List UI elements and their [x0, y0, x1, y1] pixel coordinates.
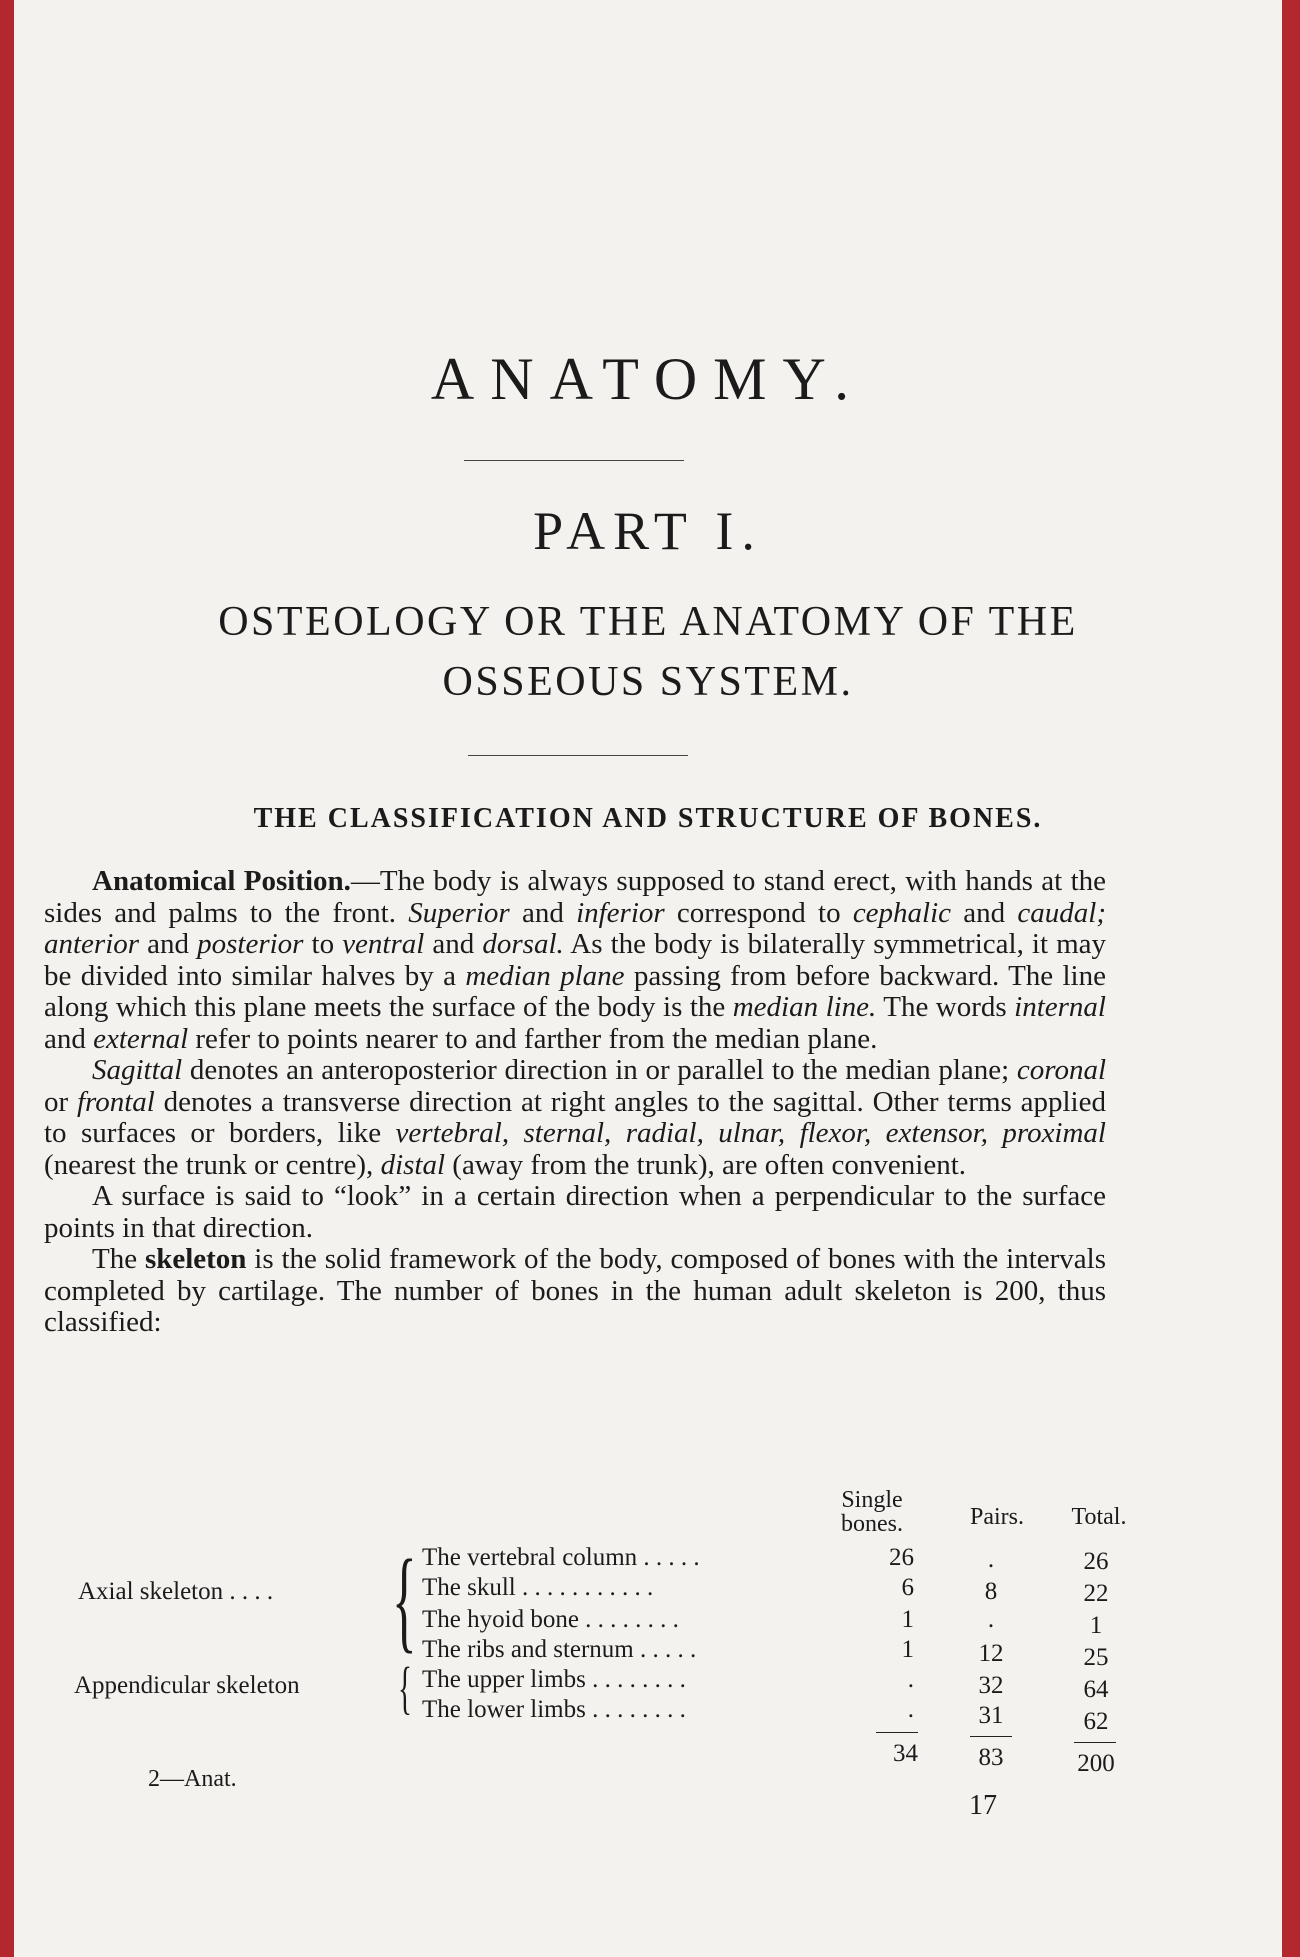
section-heading: THE CLASSIFICATION AND STRUCTURE OF BONES. — [253, 803, 1043, 834]
paragraph-skeleton: The skeleton is the solid framework of the body, composed of bones with the intervals completed by cartilage. The number of bones in the human adult skeleton is 200, thus classified: — [44, 1243, 1106, 1338]
cell-single-2: 1 — [901, 1606, 914, 1633]
header-single-bones: Single bones. — [841, 1487, 903, 1537]
row-label-vertebral-column: The vertebral column . . . . . — [422, 1544, 700, 1571]
cell-total-1: 22 — [1083, 1580, 1109, 1607]
book-page — [14, 0, 1282, 1957]
cell-pairs-3: 12 — [978, 1640, 1004, 1667]
part-subtitle — [54, 592, 1242, 712]
paragraph-anatomical-position: Anatomical Position.—The body is always supposed to stand erect, with hands at the sides and palms to the front. Superior and inferior correspond to cephalic and caudal; anterior and posterior to ventral and dorsal. As the body is bilaterally symmetrical, it may be divided into similar halves by a median plane passing from before backward. The line along which this plane meets the surface of the body is the median line. The words internal and external refer to points nearer to and farther from the median plane. — [44, 865, 1107, 1055]
total-pairs: 83 — [978, 1744, 1004, 1771]
row-label-lower-limbs: The lower limbs . . . . . . . . — [422, 1696, 686, 1723]
axial-brace: { — [392, 1536, 417, 1663]
subtitle-line-1: OSTEOLOGY OR THE ANATOMY OF THE — [218, 599, 1078, 645]
cell-pairs-0: . — [987, 1546, 995, 1573]
cell-total-2: 1 — [1089, 1612, 1103, 1639]
cell-single-5: . — [907, 1696, 914, 1723]
page-number: 17 — [969, 1790, 997, 1821]
sum-rule-single — [876, 1732, 918, 1733]
cell-pairs-5: 31 — [978, 1702, 1004, 1729]
paragraph-sagittal: Sagittal denotes an anteroposterior direction in or parallel to the median plane; coronal or frontal denotes a transverse direction at right angles to the sagittal. Other terms applied to surfaces or borders, like vertebral, sternal, radial, ulnar, flexor, extensor, proximal (nearest the trunk or centre), distal (away from the trunk), are often convenient. — [44, 1054, 1106, 1181]
subtitle-line-2: OSSEOUS SYSTEM. — [442, 659, 854, 705]
cell-single-4: . — [907, 1666, 914, 1693]
title-divider — [464, 460, 684, 461]
cell-total-4: 64 — [1083, 1676, 1109, 1703]
cell-pairs-2: . — [987, 1606, 995, 1633]
appendicular-brace: { — [398, 1655, 412, 1720]
total-total: 200 — [1077, 1750, 1115, 1777]
part-heading: PART I. — [533, 501, 763, 561]
paragraph-surface-look: A surface is said to “look” in a certain direction when a perpendicular to the surface points in that direction. — [44, 1180, 1106, 1244]
row-label-skull: The skull . . . . . . . . . . . — [422, 1574, 654, 1601]
axial-skeleton-label: Axial skeleton . . . . — [78, 1578, 274, 1605]
cell-total-5: 62 — [1083, 1708, 1109, 1735]
cell-pairs-1: 8 — [984, 1578, 998, 1605]
cell-total-0: 26 — [1083, 1548, 1109, 1575]
signature-mark: 2—Anat. — [148, 1766, 237, 1792]
cell-single-1: 6 — [901, 1574, 914, 1601]
appendicular-skeleton-label: Appendicular skeleton — [74, 1672, 300, 1699]
bone-classification-table — [54, 1488, 1134, 1798]
page-title: ANATOMY. — [430, 346, 866, 412]
cell-single-0: 26 — [889, 1544, 914, 1571]
total-single: 34 — [893, 1740, 918, 1767]
row-label-ribs-sternum: The ribs and sternum . . . . . — [422, 1636, 697, 1663]
row-label-hyoid-bone: The hyoid bone . . . . . . . . — [422, 1606, 679, 1633]
sum-rule-pairs — [970, 1736, 1012, 1737]
cell-pairs-4: 32 — [978, 1672, 1004, 1699]
row-label-upper-limbs: The upper limbs . . . . . . . . — [422, 1666, 686, 1693]
cell-single-3: 1 — [901, 1636, 914, 1663]
header-total: Total. — [1071, 1504, 1127, 1530]
body-text — [44, 866, 1106, 1339]
cell-total-3: 25 — [1083, 1644, 1109, 1671]
sum-rule-total — [1074, 1742, 1116, 1743]
header-pairs: Pairs. — [970, 1504, 1024, 1530]
subtitle-divider — [468, 755, 688, 756]
